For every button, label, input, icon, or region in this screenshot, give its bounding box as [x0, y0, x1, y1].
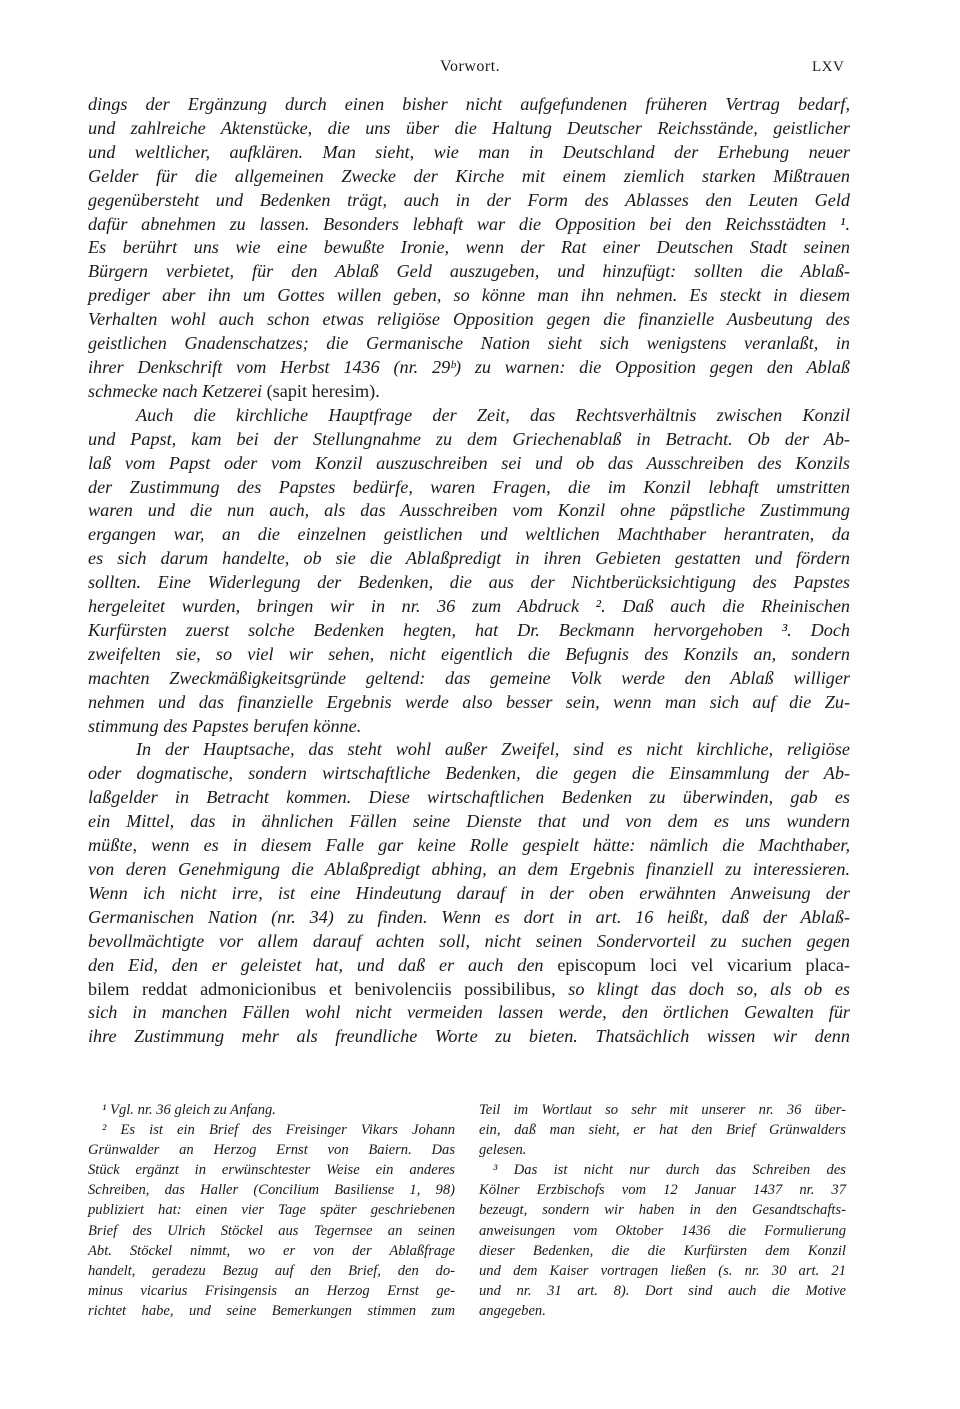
text-span: Gelder für die allgemeinen Zwecke der Kirche mit einem ziemlich starken Mißtrauen — [88, 165, 850, 186]
text-span: Es berührt uns wie eine bewußte Ironie, wenn der Rat einer Deutschen Stadt seinen — [88, 237, 850, 258]
text-span: stimmung des Papstes berufen könne. — [88, 715, 362, 736]
footnote-line: Abt. Stöckel nimmt, wo er von der Ablaßfrage — [88, 1242, 455, 1259]
text-span: und Papst, kam bei der Stellungnahme zu dem Griechenablaß in Betracht. Ob der Ab- — [88, 428, 850, 449]
text-line — [88, 978, 850, 1002]
text-line — [88, 284, 850, 308]
text-line — [88, 499, 850, 523]
footnote-line: Schreiben, das Haller (Concilium Basiliense 1, 98) — [88, 1182, 455, 1199]
text-line — [88, 906, 850, 930]
footnote-line: ³ Das ist nicht nur durch das Schreiben des — [493, 1162, 846, 1179]
footnote-line: bezeugt, sondern wir haben in den Gesandtschafts- — [479, 1202, 846, 1219]
text-span: und zahlreiche Aktenstücke, die uns über die Haltung Deutscher Reichsstände, geistlicher — [88, 117, 850, 138]
text-line — [88, 380, 850, 404]
text-line — [88, 547, 850, 571]
latin-quote: episcopum loci vel vicarium placa- — [543, 954, 850, 975]
text-span: machten Zweckmäßigkeitsgründe geltend: das gemeine Volk werde den Ablaß williger — [88, 667, 850, 688]
text-span: der Zustimmung des Papstes bedürfe, waren Fragen, die im Konzil lebhaft umstritten — [88, 476, 850, 497]
footnote-line: handelt, geradezu Bezug auf den Brief, den do- — [88, 1262, 455, 1279]
text-span: ihrer Denkschrift vom Herbst 1436 (nr. 29ᵇ) zu warnen: die Opposition gegen den Ablaß — [88, 356, 850, 377]
text-line — [88, 356, 850, 380]
text-span: müßte, wenn es in diesem Falle gar keine Rolle gespielt hätte: nämlich die Machthaber, — [88, 835, 850, 856]
footnote-line: Brief des Ulrich Stöckel aus Tegernsee an seinen — [88, 1222, 455, 1239]
text-line — [88, 213, 850, 237]
footnote-line: Kölner Erzbischofs vom 12 Januar 1437 nr. 37 — [479, 1182, 846, 1199]
text-span: ergangen war, an die einzelnen geistlichen und weltlichen Machthaber herantraten, da — [88, 524, 850, 545]
text-span: laßgelder in Betracht kommen. Diese wirtschaftlichen Bedenken zu überwinden, gab es — [88, 787, 850, 808]
text-line — [88, 1001, 850, 1025]
text-span: bevollmächtigte vor allem darauf achten soll, nicht seinen Sondervorteil zu suchen gegen — [88, 930, 850, 951]
footnote-line: minus vicarius Frisingensis an Herzog Ernst ge- — [88, 1282, 455, 1299]
text-line — [88, 667, 850, 691]
text-span: Kurfürsten zuerst solche Bedenken hegten, hat Dr. Beckmann hervorgehoben ³. Doch — [88, 619, 850, 640]
footnote-line: und nr. 31 art. 8). Dort sind auch die Motive — [479, 1282, 846, 1299]
text-line — [88, 762, 850, 786]
text-line — [88, 571, 850, 595]
text-line — [88, 834, 850, 858]
footnote-line: Stück ergänzt in erwünschtester Weise ein anderes — [88, 1162, 455, 1179]
text-line — [88, 619, 850, 643]
text-span: ihre Zustimmung mehr als freundliche Worte zu bieten. Thatsächlich wissen wir denn — [88, 1026, 850, 1047]
text-line — [88, 93, 850, 117]
text-span: und weltlicher, aufklären. Man sieht, wie man in Deutschland der Erhebung neuer — [88, 141, 850, 162]
page-number: LXV — [812, 59, 845, 75]
text-line — [88, 691, 850, 715]
footnote-line: richtet habe, und seine Bemerkungen stimmen zum — [88, 1302, 455, 1319]
text-line — [88, 643, 850, 667]
text-span: schmecke nach Ketzerei — [88, 380, 263, 401]
running-title: Vorwort. — [440, 58, 501, 75]
text-line — [88, 452, 850, 476]
text-span: es sich darum handelte, ob sie die Ablaßpredigt in ihren Gebieten gestatten und fördern — [88, 548, 850, 569]
text-span: zweifelten sie, so viel wir sehen, nicht eigentlich die Befugnis des Konzils an, sondern — [88, 643, 850, 664]
text-line — [88, 165, 850, 189]
footnote-line: gelesen. — [479, 1142, 527, 1159]
text-span: gegenübersteht und Bedenken trägt, auch in der Form des Ablasses den Leuten Geld — [88, 189, 850, 210]
text-line — [88, 715, 850, 739]
footnote-line: angegeben. — [479, 1302, 546, 1319]
latin-quote: (sapit heresim). — [262, 380, 380, 401]
footnote-line: ¹ Vgl. nr. 36 gleich zu Anfang. — [102, 1102, 276, 1118]
text-span: so klingt das doch so, als ob es — [555, 978, 850, 999]
text-line — [88, 260, 850, 284]
text-line — [88, 308, 850, 332]
footnote-line: publiziert hat: einen vier Tage später geschriebenen — [88, 1202, 455, 1219]
text-span: sollten. Eine Widerlegung der Bedenken, die aus der Nichtberücksichtigung des Papstes — [88, 572, 850, 593]
text-span: Germanischen Nation (nr. 34) zu finden. Wenn es dort in art. 16 heißt, daß der Ablaß- — [88, 906, 850, 927]
text-span: Bürgern verbietet, für den Ablaß Geld auszugeben, und hinzufügt: sollten die Ablaß- — [88, 261, 850, 282]
text-line — [88, 595, 850, 619]
text-span: Auch die kirchliche Hauptfrage der Zeit, das Rechtsverhältnis zwischen Konzil — [136, 404, 850, 425]
text-span: dafür abnehmen zu lassen. Besonders lebhaft war die Opposition bei den Reichsstädten ¹. — [88, 213, 850, 234]
text-line — [88, 476, 850, 500]
footnote-line: Grünwalder an Herzog Ernst von Baiern. Das — [88, 1142, 455, 1159]
text-span: nehmen und das finanzielle Ergebnis werde also besser sein, wenn man sich auf die Zu- — [88, 691, 850, 712]
text-span: Wenn ich nicht irre, ist eine Hindeutung darauf in der oben erwähnten Anweisung der — [88, 882, 850, 903]
page-header — [0, 58, 960, 82]
footnote-line: anweisungen vom Oktober 1436 die Formulierung — [479, 1222, 846, 1239]
text-line — [88, 738, 850, 762]
text-span: In der Hauptsache, das steht wohl außer Zweifel, sind es nicht kirchliche, religiöse — [136, 739, 850, 760]
text-span: von deren Genehmigung die Ablaßpredigt abhing, an dem Ergebnis finanziell zu interessieren. — [88, 859, 850, 879]
text-line — [88, 523, 850, 547]
text-span: Verhalten wohl auch schon etwas religiöse Opposition gegen die finanzielle Ausbeutung des — [88, 309, 850, 330]
text-span: prediger aber ihn um Gottes willen geben, so könne man ihn nehmen. Es steckt in diesem — [88, 285, 850, 306]
text-span: den Eid, den er geleistet hat, und daß er auch den — [88, 954, 544, 975]
text-line — [88, 141, 850, 165]
text-line — [88, 189, 850, 213]
text-span: laß vom Papst oder vom Konzil auszuschreiben sei und ob das Ausschreiben des Konzils — [88, 452, 850, 473]
text-line — [88, 332, 850, 356]
text-line — [88, 404, 850, 428]
footnote-line: ein, daß man sieht, er hat den Brief Grünwalders — [479, 1122, 846, 1139]
text-line — [88, 810, 850, 834]
text-line — [88, 786, 850, 810]
text-span: waren und die nun auch, als das Ausschreiben vom Konzil ohne päpstliche Zustimmung — [88, 500, 850, 521]
text-span: geistlichen Gnadenschatzes; die Germanische Nation sieht sich wenigstens veranlaßt, in — [88, 333, 850, 354]
text-span: ein Mittel, das in ähnlichen Fällen seine Dienste that und von dem es uns wundern — [88, 811, 850, 832]
text-line — [88, 117, 850, 141]
footnotes-left-column — [88, 1100, 455, 1321]
text-span: hergeleitet wurden, bringen wir in nr. 36 zum Abdruck ². Daß auch die Rheinischen — [88, 596, 850, 617]
footnotes-right-column — [479, 1100, 846, 1321]
footnote-line: und dem Kaiser vortragen ließen (s. nr. 30 art. 21 — [479, 1262, 846, 1279]
text-line — [88, 428, 850, 452]
text-line — [88, 1025, 850, 1049]
footnote-line: ² Es ist ein Brief des Freisinger Vikars Johann — [102, 1122, 455, 1139]
text-span: dings der Ergänzung durch einen bisher nicht aufgefundenen früheren Vertrag bedarf, — [88, 94, 850, 114]
footnote-line: Teil im Wortlaut so sehr mit unserer nr. 36 über- — [479, 1102, 846, 1118]
text-line — [88, 930, 850, 954]
text-span: sich in manchen Fällen wohl nicht vermeiden lassen werde, den örtlichen Gewalten für — [88, 1002, 850, 1023]
latin-quote: bilem reddat admonicionibus et benivolenciis possibilibus, — [88, 978, 556, 999]
text-line — [88, 236, 850, 260]
main-text — [88, 93, 850, 1049]
text-line — [88, 858, 850, 882]
footnote-line: dieser Bedenken, die die Kurfürsten dem Konzil — [479, 1242, 846, 1259]
text-line — [88, 882, 850, 906]
text-span: oder dogmatische, sondern wirtschaftliche Bedenken, die gegen die Einsammlung der Ab- — [88, 763, 850, 784]
text-line — [88, 954, 850, 978]
